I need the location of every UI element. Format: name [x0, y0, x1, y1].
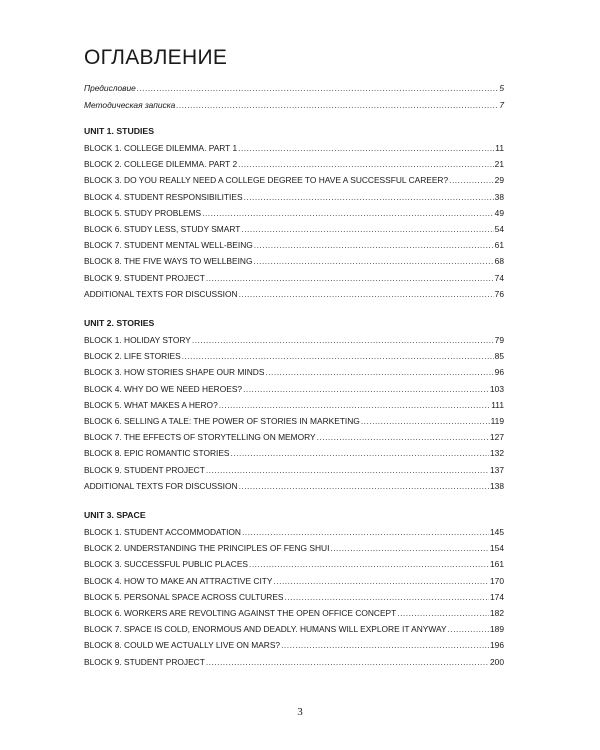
entry-label: BLOCK 7. STUDENT MENTAL WELL-BEING: [84, 240, 253, 251]
entry-label: BLOCK 8. COULD WE ACTUALLY LIVE ON MARS?: [84, 640, 281, 651]
dot-leader: [253, 253, 493, 269]
entry-label: BLOCK 5. PERSONAL SPACE ACROSS CULTURES: [84, 591, 284, 602]
dot-leader: [231, 445, 490, 461]
entry-page: 200: [490, 656, 504, 667]
toc-entry: [84, 589, 504, 605]
entry-label: BLOCK 3. SUCCESSFUL PUBLIC PLACES: [84, 559, 248, 570]
dot-leader: [241, 221, 493, 237]
entry-page: 21: [494, 159, 504, 170]
dot-leader: [219, 397, 491, 413]
dot-leader: [243, 381, 489, 397]
entry-page: 154: [490, 543, 504, 554]
toc-entry: [84, 540, 504, 556]
unit-entries: [84, 524, 504, 670]
entry-label: BLOCK 8. EPIC ROMANTIC STORIES: [84, 448, 230, 459]
entry-page: 29: [494, 175, 504, 186]
unit-title: UNIT 2. STORIES: [84, 318, 155, 328]
dot-leader: [285, 589, 490, 605]
entry-label: BLOCK 6. WORKERS ARE REVOLTING AGAINST THE OPEN OFFICE CONCEPT: [84, 607, 397, 618]
dot-leader: [137, 80, 498, 97]
entry-page: 174: [490, 591, 504, 602]
dot-leader: [397, 605, 489, 621]
entry-page: 74: [494, 272, 504, 283]
entry-label: BLOCK 1. STUDENT ACCOMMODATION: [84, 527, 241, 537]
toc-entry: [84, 654, 504, 670]
entry-page: 111: [491, 399, 504, 410]
entry-page: 196: [490, 640, 504, 651]
dot-leader: [244, 189, 494, 205]
entry-label: ADDITIONAL TEXTS FOR DISCUSSION: [84, 288, 238, 299]
entry-page: 85: [494, 351, 504, 362]
unit-entries: [84, 140, 504, 302]
dot-leader: [206, 462, 489, 478]
toc-entry: [84, 156, 504, 172]
toc-entry: [84, 237, 504, 253]
entry-page: 189: [490, 624, 504, 635]
toc-entry: [84, 80, 504, 97]
dot-leader: [238, 140, 494, 156]
dot-leader: [448, 621, 489, 637]
entry-label: BLOCK 1. HOLIDAY STORY: [84, 335, 191, 345]
entry-label: BLOCK 3. HOW STORIES SHAPE OUR MINDS: [84, 367, 265, 378]
entry-page: 170: [490, 575, 504, 586]
toc-entry: [84, 556, 504, 572]
entry-label: BLOCK 6. STUDY LESS, STUDY SMART: [84, 223, 241, 234]
intro-list: [84, 80, 504, 114]
toc-entry: [84, 445, 504, 461]
dot-leader: [273, 573, 489, 589]
entry-label: BLOCK 3. DO YOU REALLY NEED A COLLEGE DEGREE TO HAVE A SUCCESSFUL CAREER?: [84, 175, 449, 186]
dot-leader: [182, 348, 494, 364]
dot-leader: [254, 237, 494, 253]
toc-entry: [84, 381, 504, 397]
dot-leader: [239, 478, 489, 494]
dot-leader: [192, 332, 494, 348]
entry-page: 182: [490, 607, 504, 618]
unit-section: [84, 508, 504, 670]
entry-page: 7: [499, 100, 504, 110]
entry-label: BLOCK 4. HOW TO MAKE AN ATTRACTIVE CITY: [84, 575, 273, 586]
toc-entry: [84, 221, 504, 237]
entry-page: 161: [490, 559, 504, 570]
entry-label: BLOCK 9. STUDENT PROJECT: [84, 464, 205, 475]
entry-label: ADDITIONAL TEXTS FOR DISCUSSION: [84, 480, 238, 491]
toc-title: ОГЛАВЛЕНИЕ: [84, 46, 228, 69]
dot-leader: [265, 364, 493, 380]
entry-page: 127: [490, 432, 504, 443]
dot-leader: [239, 286, 494, 302]
entry-label: BLOCK 2. LIFE STORIES: [84, 351, 181, 362]
entry-label: Предисловие: [84, 83, 136, 93]
entry-page: 76: [494, 288, 504, 299]
toc-entry: [84, 429, 504, 445]
toc-entry: [84, 524, 504, 540]
entry-page: 54: [494, 223, 504, 234]
toc-entry: [84, 172, 504, 188]
toc-entry: [84, 397, 504, 413]
toc-entry: [84, 573, 504, 589]
entry-label: BLOCK 9. STUDENT PROJECT: [84, 272, 205, 283]
entry-label: BLOCK 8. THE FIVE WAYS TO WELLBEING: [84, 256, 253, 267]
unit-section: [84, 124, 504, 302]
toc-entry: [84, 253, 504, 269]
toc-entry: [84, 270, 504, 286]
dot-leader: [242, 524, 489, 540]
dot-leader: [281, 637, 489, 653]
unit-title: UNIT 1. STUDIES: [84, 126, 154, 136]
entry-label: BLOCK 2. UNDERSTANDING THE PRINCIPLES OF FENG SHUI: [84, 543, 330, 554]
dot-leader: [330, 540, 489, 556]
toc-entry: [84, 605, 504, 621]
toc-entry: [84, 189, 504, 205]
dot-leader: [249, 556, 489, 572]
entry-page: 119: [490, 415, 504, 426]
toc-entry: [84, 637, 504, 653]
entry-label: BLOCK 5. STUDY PROBLEMS: [84, 207, 202, 218]
entry-page: 138: [490, 480, 504, 491]
toc-entry: [84, 332, 504, 348]
toc-entry: [84, 205, 504, 221]
dot-leader: [361, 413, 490, 429]
entry-label: BLOCK 2. COLLEGE DILEMMA. PART 2: [84, 159, 238, 170]
unit-title: UNIT 3. SPACE: [84, 510, 146, 520]
dot-leader: [206, 654, 489, 670]
entry-page: 49: [494, 207, 504, 218]
entry-page: 96: [494, 367, 504, 378]
entry-label: BLOCK 1. COLLEGE DILEMMA. PART 1: [84, 143, 238, 153]
dot-leader: [176, 97, 498, 114]
unit-entries: [84, 332, 504, 494]
entry-label: BLOCK 7. SPACE IS COLD, ENORMOUS AND DEADLY. HUMANS WILL EXPLORE IT ANYWAY: [84, 624, 447, 635]
entry-label: BLOCK 7. THE EFFECTS OF STORYTELLING ON MEMORY: [84, 432, 316, 443]
toc-entry: [84, 621, 504, 637]
toc-entry: [84, 286, 504, 302]
entry-page: 132: [490, 448, 504, 459]
dot-leader: [202, 205, 494, 221]
toc-entry: [84, 140, 504, 156]
toc-entry: [84, 97, 504, 114]
entry-label: BLOCK 9. STUDENT PROJECT: [84, 656, 205, 667]
entry-page: 68: [494, 256, 504, 267]
entry-page: 137: [490, 464, 504, 475]
entry-label: BLOCK 6. SELLING A TALE: THE POWER OF STORIES IN MARKETING: [84, 415, 360, 426]
entry-label: BLOCK 4. STUDENT RESPONSIBILITIES: [84, 191, 243, 202]
entry-page: 103: [490, 383, 504, 394]
page-number: 3: [297, 706, 303, 718]
entry-page: 145: [490, 527, 504, 537]
entry-label: BLOCK 5. WHAT MAKES A HERO?: [84, 399, 218, 410]
dot-leader: [317, 429, 489, 445]
dot-leader: [206, 270, 494, 286]
entry-page: 38: [494, 191, 504, 202]
toc-entry: [84, 478, 504, 494]
entry-label: BLOCK 4. WHY DO WE NEED HEROES?: [84, 383, 243, 394]
dot-leader: [449, 172, 494, 188]
dot-leader: [238, 156, 494, 172]
toc-entry: [84, 413, 504, 429]
entry-page: 11: [495, 143, 504, 153]
entry-page: 61: [494, 240, 504, 251]
toc-entry: [84, 364, 504, 380]
toc-entry: [84, 348, 504, 364]
entry-label: Методическая записка: [84, 100, 176, 110]
entry-page: 79: [494, 335, 504, 345]
entry-page: 5: [499, 83, 504, 93]
toc-entry: [84, 462, 504, 478]
unit-section: [84, 316, 504, 494]
